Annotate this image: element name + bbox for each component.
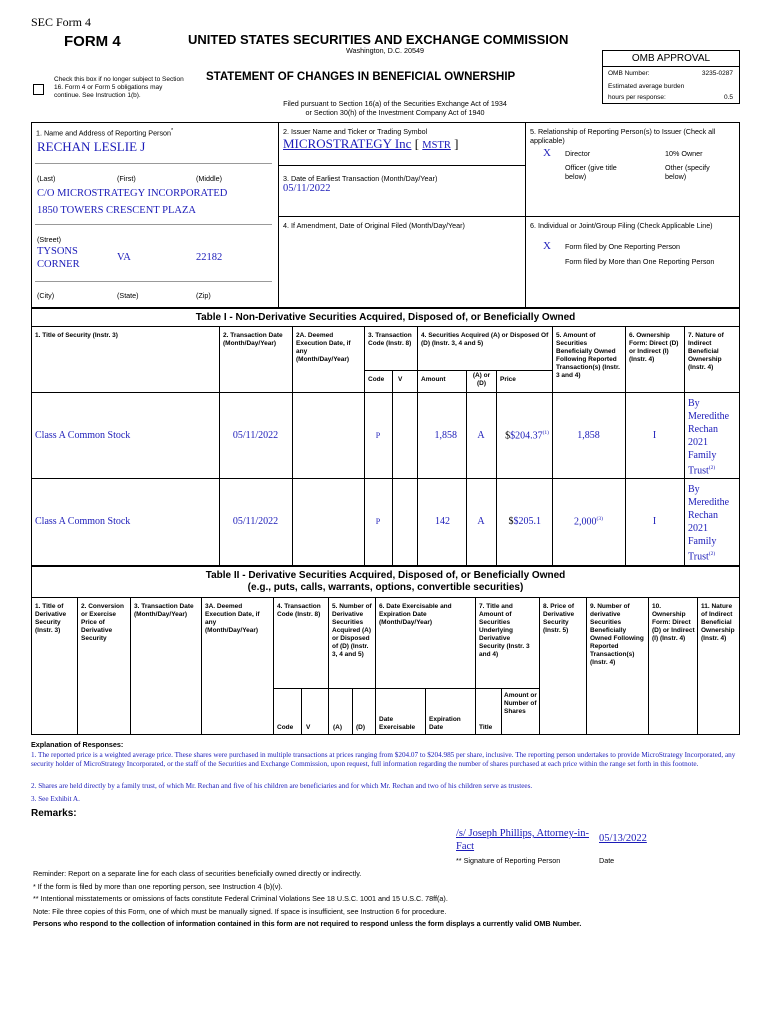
box6-label: 6. Individual or Joint/Group Filing (Check Applicable Line) xyxy=(530,221,713,230)
t1-r2-date: 05/11/2022 xyxy=(232,516,279,527)
t1-r1-price: $$204.37$^{(1)}$ xyxy=(505,430,549,442)
t2-h5: 5. Number of Derivative Securities Acquired (A) or Disposed of (D) (Instr. 3, 4 and 5) xyxy=(332,603,372,658)
state-label: (State) xyxy=(117,291,139,300)
t1-h-code: Code xyxy=(368,376,385,383)
t1-r2-amount: 142 xyxy=(435,516,450,527)
issuer-name: MICROSTRATEGY Inc [ MSTR ] xyxy=(283,136,459,151)
state: VA xyxy=(117,252,131,263)
filed-pursuant-1: Filed pursuant to Section 16(a) of the Securities Exchange Act of 1934 xyxy=(283,99,507,108)
address-line-1: C/O MICROSTRATEGY INCORPORATED xyxy=(37,188,228,199)
remarks-heading: Remarks: xyxy=(31,808,77,819)
date-label: Date xyxy=(599,856,615,865)
agency-title: UNITED STATES SECURITIES AND EXCHANGE COMMISSION xyxy=(188,32,569,47)
t1-r1-ad: A xyxy=(477,430,485,441)
street-label: (Street) xyxy=(37,235,61,244)
reporting-person-name: RECHAN LESLIE J xyxy=(37,139,146,154)
city: TYSONS CORNER xyxy=(37,246,80,270)
t1-r1-nature: By Meredithe Rechan 2021 Family Trust$^{(2)}$ xyxy=(688,398,730,477)
t1-r2-title: Class A Common Stock xyxy=(35,516,131,527)
zip: 22182 xyxy=(196,252,223,263)
t1-r2-form: I xyxy=(652,516,657,527)
t2-h-amount: Amount or Number of Shares xyxy=(504,692,537,715)
t1-r2-nature: By Meredithe Rechan 2021 Family Trust$^{(2)}$ xyxy=(688,484,730,563)
officer-label: Officer (give title below) xyxy=(565,163,617,181)
t1-r1-title: Class A Common Stock xyxy=(35,430,131,441)
agency-location: Washington, D.C. 20549 xyxy=(345,46,425,55)
table1-title: Table I - Non-Derivative Securities Acquired, Disposed of, or Beneficially Owned xyxy=(195,312,576,323)
city-label: (City) xyxy=(37,291,55,300)
address-line-2: 1850 TOWERS CRESCENT PLAZA xyxy=(37,205,196,216)
signature: /s/ Joseph Phillips, Attorney-in-Fact xyxy=(456,828,590,852)
omb-number-label: OMB Number: xyxy=(608,70,650,77)
t2-h2: 2. Conversion or Exercise Price of Derivative Security xyxy=(81,603,124,642)
footnote-3: 3. See Exhibit A. xyxy=(31,795,80,803)
ten-percent-owner-label: 10% Owner xyxy=(665,149,703,158)
box3-label: 3. Date of Earliest Transaction (Month/Day/Year) xyxy=(283,174,438,183)
first-label: (First) xyxy=(117,174,136,183)
t1-h-ad: (A) or (D) xyxy=(472,372,491,387)
t2-h-exp: Expiration Date xyxy=(429,716,461,731)
form-number: FORM 4 xyxy=(64,33,121,50)
t2-h9: 9. Number of derivative Securities Beneficially Owned Following Reported Transaction(s) (Instr. 4) xyxy=(590,603,644,666)
omb-number: 3235-0287 xyxy=(701,70,733,77)
t1-h7: 7. Nature of Indirect Beneficial Ownership (Instr. 4) xyxy=(688,332,724,371)
t2-h3: 3. Transaction Date (Month/Day/Year) xyxy=(134,603,194,618)
t1-r2-owned: 2,000$^{(3)}$ xyxy=(574,516,603,528)
t1-h3: 3. Transaction Code (Instr. 8) xyxy=(368,332,412,347)
t2-h-v: V xyxy=(306,724,311,731)
filed-pursuant-2: or Section 30(h) of the Investment Company Act of 1940 xyxy=(305,108,485,117)
middle-label: (Middle) xyxy=(196,174,222,183)
t1-h2: 2. Transaction Date (Month/Day/Year) xyxy=(223,332,283,347)
earliest-transaction-date: 05/11/2022 xyxy=(283,183,331,194)
t1-h2a: 2A. Deemed Execution Date, if any (Month/Day/Year) xyxy=(296,332,351,363)
t1-r1-amount: 1,858 xyxy=(434,430,457,441)
box2-label: 2. Issuer Name and Ticker or Trading Symbol xyxy=(283,127,428,136)
t2-h1: 1. Title of Derivative Security (Instr. 3) xyxy=(35,603,67,634)
signature-label: ** Signature of Reporting Person xyxy=(456,856,561,865)
director-label: Director xyxy=(565,149,591,158)
zip-label: (Zip) xyxy=(196,291,211,300)
t2-h3a: 3A. Deemed Execution Date, if any (Month/Day/Year) xyxy=(205,603,260,634)
t1-h-price: Price xyxy=(500,376,516,383)
t1-h5: 5. Amount of Securities Beneficially Owned Following Reported Transaction(s) (Instr. 3 and 4) xyxy=(556,332,620,379)
t1-r1-code: P xyxy=(375,431,381,440)
box4-label: 4. If Amendment, Date of Original Filed (Month/Day/Year) xyxy=(283,221,465,230)
other-label: Other (specify below) xyxy=(665,163,710,181)
t1-h4: 4. Securities Acquired (A) or Disposed Of (D) (Instr. 3, 4 and 5) xyxy=(421,332,549,347)
t1-r2-code: P xyxy=(375,517,381,526)
issuer-link[interactable]: MICROSTRATEGY Inc xyxy=(283,136,412,151)
t2-h-date-ex: Date Exercisable xyxy=(379,716,416,731)
t1-r1-date: 05/11/2022 xyxy=(232,430,279,441)
footnote-1: 1. The reported price is a weighted average price. These shares were purchased in multiple transactions at prices ranging from $204.07 to $204.985 per share, inclusive. The reporting person undertakes to provide MicroStrategy Incorporated, any security holder of MicroStrategy Incorporated, or the staff of the Securities and Exchange Commission, upon request, full information regarding the number of shares purchased at each price within the range set forth in this footnote. xyxy=(31,751,736,769)
t2-h10: 10. Ownership Form: Direct (D) or Indirect (I) (Instr. 4) xyxy=(652,603,695,642)
signature-date: 05/13/2022 xyxy=(599,833,647,844)
omb-burden-label: Estimated average burden xyxy=(608,83,685,90)
no-longer-subject-checkbox[interactable] xyxy=(33,84,44,95)
t2-h7: 7. Title and Amount of Securities Underlying Derivative Security (Instr. 3 and 4) xyxy=(479,603,530,658)
footnote-2: 2. Shares are held directly by a family trust, of which Mr. Rechan and five of his children are beneficiaries and for which Mr. Rechan and two of his children serve as trustees. xyxy=(31,782,533,790)
explanation-heading: Explanation of Responses: xyxy=(31,740,124,749)
statement-title: STATEMENT OF CHANGES IN BENEFICIAL OWNERSHIP xyxy=(206,71,516,83)
t2-h-code: Code xyxy=(277,724,294,731)
t1-h-amount: Amount xyxy=(421,376,446,383)
t1-h1: 1. Title of Security (Instr. 3) xyxy=(35,332,118,339)
footer-notes xyxy=(33,868,738,931)
t2-h6: 6. Date Exercisable and Expiration Date (Month/Day/Year) xyxy=(379,603,452,626)
t1-r2-ad: A xyxy=(477,516,485,527)
one-person-mark: X xyxy=(543,240,551,252)
t2-h4: 4. Transaction Code (Instr. 8) xyxy=(277,603,321,618)
checkbox-text: Check this box if no longer subject to Section 16. Form 4 or Form 5 obligations may continue. See Instruction 1(b). xyxy=(54,76,184,99)
omb-hours: 0.5 xyxy=(723,94,733,101)
t1-r1-form: I xyxy=(652,430,657,441)
t2-h11: 11. Nature of Indirect Beneficial Ownership (Instr. 4) xyxy=(701,603,735,642)
t2-h-d: (D) xyxy=(356,724,366,731)
t2-h8: 8. Price of Derivative Security (Instr. 5) xyxy=(543,603,575,634)
t1-h-v: V xyxy=(398,376,403,383)
footer-omb-notice: Persons who respond to the collection of information contained in this form are not required to respond unless the form displays a currently valid OMB Number. xyxy=(33,919,582,928)
table2-title: Table II - Derivative Securities Acquired, Disposed of, or Beneficially Owned (e.g., puts, calls, warrants, options, convertible securities) xyxy=(205,570,566,593)
t1-r1-owned: 1,858 xyxy=(577,430,600,441)
one-person-label: Form filed by One Reporting Person xyxy=(565,242,681,251)
ticker-link[interactable]: MSTR xyxy=(422,140,451,151)
box1-label: 1. Name and Address of Reporting Person* xyxy=(36,128,174,138)
sec-form-label: SEC Form 4 xyxy=(31,15,92,29)
last-label: (Last) xyxy=(37,174,56,183)
omb-title: OMB APPROVAL xyxy=(603,51,739,67)
director-mark: X xyxy=(543,147,551,159)
footer-copies: Note: File three copies of this Form, one of which must be manually signed. If space is insufficient, see Instruction 6 for procedure. xyxy=(33,906,447,916)
omb-approval-box xyxy=(602,50,740,104)
omb-hours-label: hours per response: xyxy=(608,94,666,101)
footer-reminder: Reminder: Report on a separate line for each class of securities beneficially owned directly or indirectly. xyxy=(33,869,362,878)
footer-instruction: * If the form is filed by more than one reporting person, see Instruction 4 (b)(v). xyxy=(33,881,283,891)
t2-h-a: (A) xyxy=(333,724,343,731)
t2-h-title: Title xyxy=(479,724,493,731)
box5-label: 5. Relationship of Reporting Person(s) to Issuer (Check all applicable) xyxy=(530,127,716,145)
t1-h6: 6. Ownership Form: Direct (D) or Indirect (I) (Instr. 4) xyxy=(629,332,679,363)
more-persons-label: Form filed by More than One Reporting Person xyxy=(565,257,715,266)
footer-misstatements: ** Intentional misstatements or omissions of facts constitute Federal Criminal Violations See 18 U.S.C. 1001 and 15 U.S.C. 78ff(a). xyxy=(33,894,448,903)
t1-r2-price: $$205.1 xyxy=(508,516,541,527)
